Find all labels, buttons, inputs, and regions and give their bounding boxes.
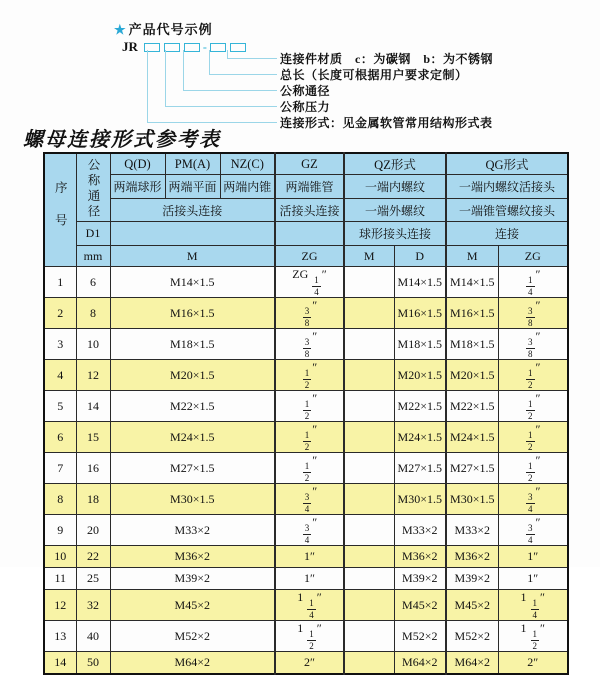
col-header-q: Q(D) [110, 153, 165, 175]
table-row [44, 267, 568, 298]
table-cell: 4 [44, 360, 76, 391]
table-cell: M18×1.5 [446, 329, 498, 360]
table-cell: 1 $\frac{1}{2}$ ″ [498, 621, 568, 652]
table-cell: M14×1.5 [446, 267, 498, 298]
qz-d-header: D [394, 246, 446, 267]
table-cell: $\frac{1}{2}$ ″ [275, 391, 344, 422]
table-cell: ZG $\frac{1}{4}$ ″ [275, 267, 344, 298]
table-cell: M30×1.5 [110, 484, 275, 515]
table-cell: 18 [76, 484, 110, 515]
table-row [44, 484, 568, 515]
table-cell: 12 [44, 590, 76, 621]
table-cell: M20×1.5 [394, 360, 446, 391]
table-cell: M30×1.5 [446, 484, 498, 515]
table-cell [344, 453, 394, 484]
table-cell [344, 652, 394, 675]
table-cell: M18×1.5 [110, 329, 275, 360]
table-cell: 15 [76, 422, 110, 453]
table-cell: M22×1.5 [110, 391, 275, 422]
table-cell: M64×2 [394, 652, 446, 675]
table-cell: M24×1.5 [394, 422, 446, 453]
col-header-gz: GZ [275, 153, 344, 175]
table-row [44, 360, 568, 391]
table-cell: M14×1.5 [394, 267, 446, 298]
table-cell: M14×1.5 [110, 267, 275, 298]
table-cell: 50 [76, 652, 110, 675]
table-cell: 2″ [275, 652, 344, 675]
table-cell: $\frac{1}{2}$ ″ [275, 360, 344, 391]
table-cell: M45×2 [110, 590, 275, 621]
col-header-qg: QG形式 [446, 153, 568, 175]
table-cell: $\frac{1}{2}$ ″ [498, 422, 568, 453]
d1-header: D1 [76, 222, 110, 246]
table-cell: 14 [76, 391, 110, 422]
table-cell: M33×2 [110, 515, 275, 546]
table-cell [344, 391, 394, 422]
diagram-label: 连接件材质 c：为碳钢 b：为不锈钢 [280, 52, 494, 66]
table-cell: 10 [44, 546, 76, 568]
table-cell: 1 $\frac{1}{4}$ ″ [275, 590, 344, 621]
table-cell: $\frac{3}{4}$ ″ [275, 515, 344, 546]
table-cell: M45×2 [446, 590, 498, 621]
table-row [44, 652, 568, 675]
table-cell: 3 [44, 329, 76, 360]
table-cell: $\frac{3}{8}$ ″ [275, 298, 344, 329]
table-row [44, 568, 568, 590]
table-cell: 12 [76, 360, 110, 391]
qg-zg-header: ZG [498, 246, 568, 267]
table-cell: M22×1.5 [394, 391, 446, 422]
col-subheader-pm: 两端平面 [165, 175, 220, 199]
table-cell: 6 [44, 422, 76, 453]
header-row [44, 222, 568, 246]
table-cell: 2 [44, 298, 76, 329]
table-cell: 8 [44, 484, 76, 515]
table-cell: M24×1.5 [446, 422, 498, 453]
table-cell: 32 [76, 590, 110, 621]
table-cell [344, 621, 394, 652]
table-cell: M30×1.5 [394, 484, 446, 515]
table-cell: 13 [44, 621, 76, 652]
table-cell: M64×2 [110, 652, 275, 675]
table-cell: M52×2 [110, 621, 275, 652]
mm-header: mm [76, 246, 110, 267]
table-cell: M39×2 [446, 568, 498, 590]
table-cell: M24×1.5 [110, 422, 275, 453]
table-cell: 5 [44, 391, 76, 422]
table-cell [344, 298, 394, 329]
table-cell: M33×2 [394, 515, 446, 546]
table-row [44, 298, 568, 329]
table-cell [344, 590, 394, 621]
table-cell [344, 267, 394, 298]
table-cell: $\frac{1}{2}$ ″ [275, 453, 344, 484]
table-cell: 6 [76, 267, 110, 298]
gz-connection-header: 活接头连接 [275, 199, 344, 222]
table-cell: 1″ [498, 568, 568, 590]
empty-header-cell [110, 222, 275, 246]
connector-line [147, 50, 277, 123]
table-cell: 1″ [275, 546, 344, 568]
table-cell: 9 [44, 515, 76, 546]
table-cell: M45×2 [394, 590, 446, 621]
table-cell: $\frac{3}{4}$ ″ [275, 484, 344, 515]
table-cell [344, 568, 394, 590]
qz-subheader3: 球形接头连接 [344, 222, 446, 246]
table-cell: M16×1.5 [446, 298, 498, 329]
header-row [44, 175, 568, 199]
table-cell: $\frac{3}{4}$ ″ [498, 515, 568, 546]
union-connection-header: 活接头连接 [110, 199, 275, 222]
table-cell: M64×2 [446, 652, 498, 675]
col-subheader-nz: 两端内锥 [220, 175, 275, 199]
table-cell: $\frac{3}{8}$ ″ [498, 329, 568, 360]
qz-m-header: M [344, 246, 394, 267]
col-header-pm: PM(A) [165, 153, 220, 175]
table-row [44, 329, 568, 360]
qg-m-header: M [446, 246, 498, 267]
table-cell [344, 546, 394, 568]
table-cell: 1″ [275, 568, 344, 590]
table-cell: 25 [76, 568, 110, 590]
table-cell: M39×2 [110, 568, 275, 590]
empty-header-cell [275, 222, 344, 246]
col-header-nz: NZ(C) [220, 153, 275, 175]
table-cell: 11 [44, 568, 76, 590]
table-cell: M27×1.5 [110, 453, 275, 484]
table-cell: 1 [44, 267, 76, 298]
table-row [44, 453, 568, 484]
table-cell: M16×1.5 [110, 298, 275, 329]
table-cell: $\frac{1}{2}$ ″ [498, 391, 568, 422]
table-cell: 8 [76, 298, 110, 329]
header-row [44, 153, 568, 175]
diagram-label: 公称压力 [280, 100, 331, 114]
header-row [44, 246, 568, 267]
table-row [44, 391, 568, 422]
product-code-diagram [0, 0, 600, 140]
table-cell [344, 484, 394, 515]
col-subheader-gz: 两端锥管 [275, 175, 344, 199]
table-row [44, 422, 568, 453]
zg-header: ZG [275, 246, 344, 267]
table-cell: M16×1.5 [394, 298, 446, 329]
diagram-label: 总长（长度可根据用户要求定制） [280, 68, 468, 82]
col-header-seq: 序号 [44, 153, 76, 267]
table-cell: 40 [76, 621, 110, 652]
qg-subheader3: 连接 [446, 222, 568, 246]
table-row [44, 546, 568, 568]
table-cell: 10 [76, 329, 110, 360]
diagram-label: 连接形式：见金属软管常用结构形式表 [280, 116, 493, 130]
diagram-heading-text: 产品代号示例 [128, 22, 213, 37]
table-cell: $\frac{3}{8}$ ″ [275, 329, 344, 360]
table-cell: $\frac{3}{4}$ ″ [498, 484, 568, 515]
table-row [44, 515, 568, 546]
table-cell: 1 $\frac{1}{2}$ ″ [275, 621, 344, 652]
nut-connection-reference-table [43, 152, 569, 675]
col-subheader-qz: 一端内螺纹 [344, 175, 446, 199]
table-cell [344, 422, 394, 453]
diagram-heading [114, 19, 213, 38]
diagram-label: 公称通径 [280, 84, 331, 98]
table-cell [344, 329, 394, 360]
table-cell: $\frac{1}{2}$ ″ [275, 422, 344, 453]
header-row [44, 199, 568, 222]
table-row [44, 621, 568, 652]
table-cell: M36×2 [110, 546, 275, 568]
code-dash: - [202, 39, 207, 54]
table-cell: M52×2 [394, 621, 446, 652]
table-cell: M36×2 [394, 546, 446, 568]
table-cell [344, 515, 394, 546]
table-cell: M27×1.5 [394, 453, 446, 484]
qg-subheader2: 一端锥管螺纹接头 [446, 199, 568, 222]
table-cell: M22×1.5 [446, 391, 498, 422]
table-cell: $\frac{1}{4}$ ″ [498, 267, 568, 298]
table-cell: M27×1.5 [446, 453, 498, 484]
table-cell: 16 [76, 453, 110, 484]
table-cell: M20×1.5 [446, 360, 498, 391]
table-row [44, 590, 568, 621]
table-cell: 2″ [498, 652, 568, 675]
col-header-qz: QZ形式 [344, 153, 446, 175]
table-cell: M39×2 [394, 568, 446, 590]
table-title: 螺母连接形式参考表 [23, 127, 221, 151]
table-cell: M18×1.5 [394, 329, 446, 360]
table-cell: M33×2 [446, 515, 498, 546]
table-cell: 1 $\frac{1}{4}$ ″ [498, 590, 568, 621]
qz-subheader2: 一端外螺纹 [344, 199, 446, 222]
table-cell: $\frac{1}{2}$ ″ [498, 453, 568, 484]
table-cell: 22 [76, 546, 110, 568]
table-cell [344, 360, 394, 391]
code-prefix: JR [122, 39, 138, 54]
table-cell: M20×1.5 [110, 360, 275, 391]
table-cell: $\frac{3}{8}$ ″ [498, 298, 568, 329]
star-icon: ★ [114, 22, 127, 37]
m-header: M [110, 246, 275, 267]
col-subheader-q: 两端球形 [110, 175, 165, 199]
table-cell: $\frac{1}{2}$ ″ [498, 360, 568, 391]
table-cell: 7 [44, 453, 76, 484]
table-cell: 20 [76, 515, 110, 546]
table-header [44, 153, 568, 267]
col-header-dn: 公称通径 [76, 153, 110, 222]
col-subheader-qg: 一端内螺纹活接头 [446, 175, 568, 199]
table-cell: 14 [44, 652, 76, 675]
table-cell: 1″ [498, 546, 568, 568]
table-cell: M52×2 [446, 621, 498, 652]
table-cell: M36×2 [446, 546, 498, 568]
table-body [44, 267, 568, 675]
